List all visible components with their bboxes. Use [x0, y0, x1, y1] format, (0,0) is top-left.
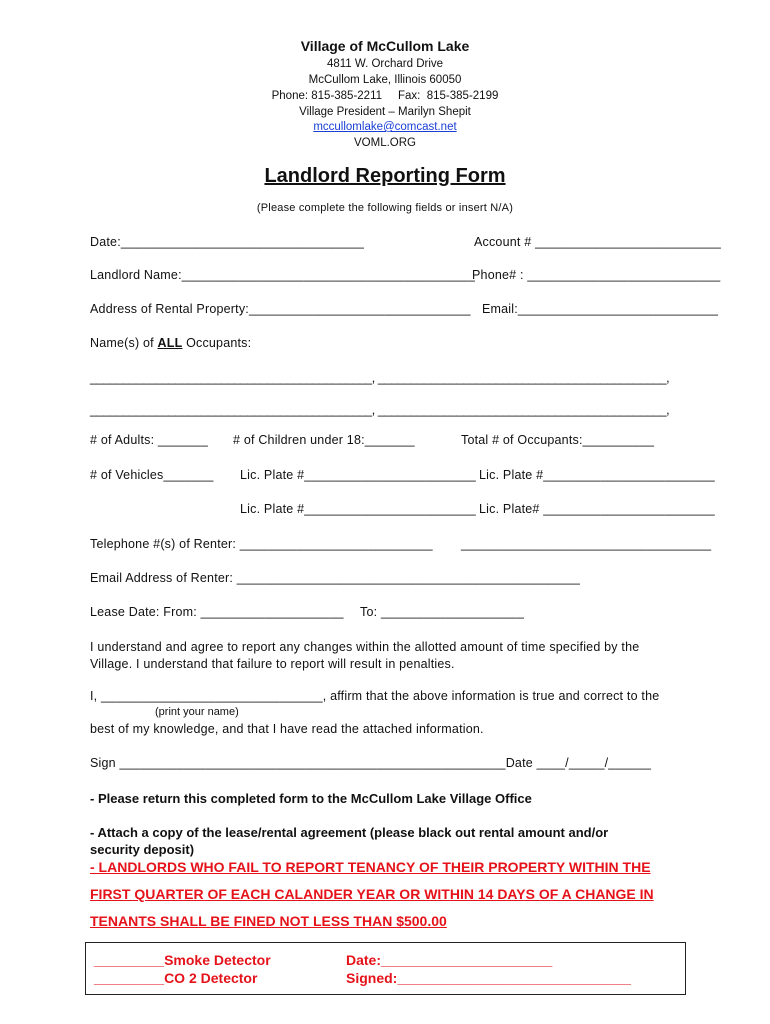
occupant-line-1[interactable]: ___________________________________________, ____________________________________________,: [90, 371, 670, 385]
agree-statement-line-1: I understand and agree to report any changes within the allotted amount of time specified by the: [90, 640, 640, 654]
all-emphasis: ALL: [157, 336, 183, 350]
email-link[interactable]: mccullomlake@comcast.net: [313, 121, 457, 133]
sign-date-line[interactable]: Sign ______________________________________________________Date ____/_____/______: [90, 756, 652, 770]
agree-statement-line-2: Village. I understand that failure to report will result in penalties.: [90, 657, 455, 671]
form-title: Landlord Reporting Form: [264, 165, 506, 187]
occupants-label: Name(s) of ALL Occupants:: [90, 336, 252, 350]
occupant-line-2[interactable]: ___________________________________________, ____________________________________________,: [90, 403, 670, 417]
vehicles-field[interactable]: # of Vehicles_______: [90, 468, 214, 482]
form-instructions: (Please complete the following fields or insert N/A): [256, 202, 514, 214]
lease-from-field[interactable]: Lease Date: From: ____________________: [90, 605, 344, 619]
warning-line-2: FIRST QUARTER OF EACH CALANDER YEAR OR WITHIN 14 DAYS OF A CHANGE IN: [90, 886, 654, 902]
website: VOML.ORG: [354, 137, 416, 149]
affirm-line-2: best of my knowledge, and that I have read the attached information.: [90, 722, 484, 736]
account-field[interactable]: Account # __________________________: [474, 235, 722, 249]
lic-plate-1-field[interactable]: Lic. Plate #________________________: [240, 468, 476, 482]
village-president: Village President – Marilyn Shepit: [299, 106, 471, 118]
address-line-2: McCullom Lake, Illinois 60050: [308, 74, 462, 86]
adults-field[interactable]: # of Adults: _______: [90, 433, 208, 447]
rental-address-field[interactable]: Address of Rental Property:_______________________________: [90, 302, 471, 316]
co2-detector-field[interactable]: _________CO 2 Detector: [94, 970, 258, 986]
phone-field[interactable]: Phone# : ___________________________: [472, 268, 721, 282]
village-name: Village of McCullom Lake: [300, 38, 470, 54]
warning-line-1: - LANDLORDS WHO FAIL TO REPORT TENANCY OF THEIR PROPERTY WITHIN THE: [90, 859, 651, 875]
lic-plate-2-field[interactable]: Lic. Plate #________________________: [479, 468, 715, 482]
detector-signed-field[interactable]: Signed:______________________________: [346, 970, 631, 986]
total-occupants-field[interactable]: Total # of Occupants:__________: [461, 433, 655, 447]
lease-to-field[interactable]: To: ____________________: [360, 605, 524, 619]
smoke-detector-field[interactable]: _________Smoke Detector: [94, 952, 271, 968]
address-line-1: 4811 W. Orchard Drive: [326, 58, 444, 70]
affirm-line-1[interactable]: I, _______________________________, affirm that the above information is true and correct to the: [90, 689, 660, 703]
children-field[interactable]: # of Children under 18:_______: [233, 433, 415, 447]
print-name-caption: (print your name): [155, 706, 239, 718]
phone-fax: Phone: 815-385-2211 Fax: 815-385-2199: [271, 90, 499, 102]
detector-date-field[interactable]: Date:______________________: [346, 952, 553, 968]
return-instruction: - Please return this completed form to the McCullom Lake Village Office: [90, 791, 532, 806]
lic-plate-4-field[interactable]: Lic. Plate# ________________________: [479, 502, 715, 516]
date-field[interactable]: Date:__________________________________: [90, 235, 365, 249]
email-renter-field[interactable]: Email Address of Renter: ________________________________________________: [90, 571, 581, 585]
lic-plate-3-field[interactable]: Lic. Plate #________________________: [240, 502, 476, 516]
warning-line-3: TENANTS SHALL BE FINED NOT LESS THAN $500.00: [90, 913, 447, 929]
detector-box: [85, 942, 686, 995]
attach-instruction-line-2: security deposit): [90, 842, 195, 857]
landlord-name-field[interactable]: Landlord Name:_________________________________________: [90, 268, 475, 282]
telephone-renter-field[interactable]: Telephone #(s) of Renter: ___________________________: [90, 537, 433, 551]
telephone-renter-field-2[interactable]: ___________________________________: [461, 537, 712, 551]
email-field[interactable]: Email:____________________________: [482, 302, 719, 316]
attach-instruction-line-1: - Attach a copy of the lease/rental agreement (please black out rental amount and/or: [90, 825, 609, 840]
